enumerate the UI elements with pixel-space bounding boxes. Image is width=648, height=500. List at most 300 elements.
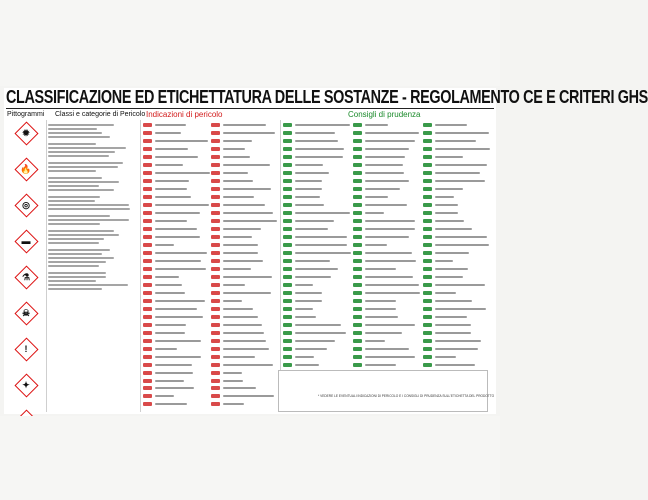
statement-code: [423, 203, 432, 207]
health-hazard-icon: [15, 374, 37, 396]
statement-text: [295, 236, 347, 238]
statement-code: [423, 291, 432, 295]
statement-row: [211, 250, 277, 256]
statement-row: [143, 282, 209, 288]
statement-code: [283, 283, 292, 287]
column-divider: [46, 120, 47, 412]
statement-text: [435, 228, 472, 230]
background-bottom: [0, 416, 500, 500]
small-print-line: [48, 132, 102, 134]
small-print-line: [48, 177, 102, 179]
statement-text: [365, 364, 396, 366]
statement-row: [143, 258, 209, 264]
statement-text: [223, 292, 271, 294]
statement-code: [353, 275, 362, 279]
statement-row: [143, 401, 209, 407]
gas-cylinder-icon: [15, 230, 37, 252]
statement-code: [211, 187, 220, 191]
statement-code: [283, 323, 292, 327]
statement-text: [295, 164, 323, 166]
statement-text: [365, 292, 420, 294]
statement-row: [211, 346, 277, 352]
statement-code: [211, 315, 220, 319]
statement-text: [223, 188, 271, 190]
statement-code: [211, 267, 220, 271]
statement-code: [423, 211, 432, 215]
statement-code: [353, 299, 362, 303]
statement-row: [283, 298, 351, 304]
statement-row: [423, 178, 493, 184]
statement-row: [283, 202, 351, 208]
statement-row: [353, 330, 421, 336]
statement-text: [223, 284, 245, 286]
small-print-line: [48, 200, 95, 202]
small-print-line: [48, 151, 115, 153]
statement-code: [211, 251, 220, 255]
statement-code: [211, 211, 220, 215]
statement-code: [423, 323, 432, 327]
statement-text: [295, 156, 343, 158]
statement-row: [353, 154, 421, 160]
statement-code: [283, 203, 292, 207]
statement-text: [435, 140, 476, 142]
statement-code: [283, 291, 292, 295]
statement-row: [283, 338, 351, 344]
statement-code: [283, 211, 292, 215]
small-print-line: [48, 238, 104, 240]
statement-text: [223, 196, 254, 198]
statement-row: [283, 170, 351, 176]
precaution-col-3: [423, 122, 493, 370]
statement-text: [223, 387, 256, 389]
statement-text: [155, 164, 183, 166]
statement-text: [295, 324, 341, 326]
statement-code: [353, 243, 362, 247]
statement-code: [143, 187, 152, 191]
statement-row: [143, 338, 209, 344]
statement-row: [143, 210, 209, 216]
flame-over-circle-icon: [15, 194, 37, 216]
statement-row: [423, 162, 493, 168]
statement-row: [211, 378, 277, 384]
statement-code: [283, 219, 292, 223]
statement-row: [143, 186, 209, 192]
statement-row: [283, 162, 351, 168]
statement-text: [365, 300, 396, 302]
statement-text: [435, 308, 486, 310]
statement-code: [353, 323, 362, 327]
statement-text: [155, 364, 192, 366]
statement-code: [423, 347, 432, 351]
statement-text: [365, 308, 396, 310]
statement-text: [155, 132, 181, 134]
statement-row: [423, 138, 493, 144]
statement-text: [223, 164, 270, 166]
statement-text: [295, 260, 330, 262]
statement-text: [365, 140, 415, 142]
statement-row: [423, 202, 493, 208]
statement-code: [143, 155, 152, 159]
statement-code: [423, 339, 432, 343]
statement-text: [155, 356, 201, 358]
statement-row: [283, 154, 351, 160]
statement-row: [423, 314, 493, 320]
statement-text: [223, 212, 273, 214]
statement-row: [211, 354, 277, 360]
small-print-line: [48, 185, 99, 187]
statement-text: [155, 236, 200, 238]
statement-row: [353, 258, 421, 264]
statement-code: [353, 123, 362, 127]
statement-text: [223, 236, 252, 238]
statement-text: [223, 356, 255, 358]
statement-code: [143, 219, 152, 223]
statement-code: [353, 291, 362, 295]
statement-code: [283, 331, 292, 335]
hazard-class-group: [48, 230, 134, 244]
statement-text: [365, 356, 415, 358]
statement-text: [155, 188, 187, 190]
statement-row: [143, 138, 209, 144]
statement-row: [423, 338, 493, 344]
small-print-line: [48, 189, 114, 191]
statement-text: [223, 300, 242, 302]
flame-over-circle-icon-symbol: ◎: [22, 200, 30, 210]
statement-row: [283, 266, 351, 272]
statement-code: [423, 171, 432, 175]
header-indicazioni: Indicazioni di pericolo: [146, 110, 223, 119]
statement-row: [211, 130, 277, 136]
statement-code: [353, 147, 362, 151]
statement-text: [295, 276, 331, 278]
statement-row: [143, 202, 209, 208]
statement-code: [211, 363, 220, 367]
statement-text: [365, 268, 396, 270]
hazard-class-group: [48, 215, 134, 225]
statement-text: [155, 340, 201, 342]
statement-row: [283, 146, 351, 152]
statement-text: [295, 316, 316, 318]
statement-code: [283, 179, 292, 183]
statement-row: [353, 138, 421, 144]
small-print-line: [48, 147, 126, 149]
statement-text: [365, 212, 384, 214]
statement-code: [353, 259, 362, 263]
statement-row: [283, 122, 351, 128]
statement-code: [211, 323, 220, 327]
statement-text: [223, 332, 264, 334]
statement-row: [353, 122, 421, 128]
statement-text: [295, 140, 338, 142]
statement-text: [295, 284, 313, 286]
statement-code: [283, 171, 292, 175]
statement-row: [211, 202, 277, 208]
statement-code: [143, 386, 152, 390]
statement-row: [423, 274, 493, 280]
statement-code: [423, 275, 432, 279]
statement-code: [353, 347, 362, 351]
statement-code: [353, 139, 362, 143]
statement-code: [353, 331, 362, 335]
flame-icon-symbol: 🔥: [20, 164, 32, 174]
statement-text: [365, 124, 388, 126]
hazard-class-group: [48, 162, 134, 172]
statement-text: [295, 292, 322, 294]
hazard-statements-col-1: [143, 122, 209, 409]
small-print-line: [48, 276, 106, 278]
statement-row: [283, 242, 351, 248]
statement-row: [143, 194, 209, 200]
statement-code: [283, 155, 292, 159]
small-print-line: [48, 219, 129, 221]
statement-code: [283, 307, 292, 311]
statement-row: [353, 354, 421, 360]
statement-text: [295, 220, 334, 222]
statement-row: [143, 314, 209, 320]
statement-code: [211, 227, 220, 231]
statement-text: [295, 252, 351, 254]
statement-row: [143, 266, 209, 272]
statement-text: [435, 324, 471, 326]
statement-row: [423, 186, 493, 192]
statement-text: [155, 268, 206, 270]
statement-code: [353, 187, 362, 191]
hazard-class-group: [48, 196, 134, 210]
statement-text: [365, 348, 409, 350]
statement-text: [435, 268, 468, 270]
skull-crossbones-icon-symbol: ☠: [21, 308, 31, 318]
statement-code: [353, 163, 362, 167]
statement-code: [211, 299, 220, 303]
statement-text: [365, 204, 407, 206]
statement-row: [143, 242, 209, 248]
statement-code: [353, 131, 362, 135]
statement-code: [283, 131, 292, 135]
small-print-line: [48, 143, 96, 145]
corrosion-icon: [15, 266, 37, 288]
small-print-line: [48, 162, 123, 164]
statement-row: [143, 170, 209, 176]
statement-code: [143, 227, 152, 231]
statement-text: [223, 172, 248, 174]
statement-code: [423, 243, 432, 247]
statement-code: [143, 363, 152, 367]
statement-code: [211, 243, 220, 247]
statement-text: [435, 204, 458, 206]
statement-row: [143, 146, 209, 152]
statement-text: [365, 260, 416, 262]
statement-code: [143, 379, 152, 383]
statement-code: [143, 243, 152, 247]
statement-text: [365, 324, 415, 326]
statement-row: [353, 338, 421, 344]
statement-code: [211, 394, 220, 398]
statement-text: [365, 164, 403, 166]
statement-code: [423, 155, 432, 159]
statement-code: [211, 139, 220, 143]
statement-code: [423, 355, 432, 359]
statement-row: [283, 250, 351, 256]
statement-row: [143, 306, 209, 312]
statement-row: [211, 194, 277, 200]
statement-code: [143, 331, 152, 335]
statement-row: [211, 330, 277, 336]
statement-code: [283, 147, 292, 151]
statement-row: [423, 282, 493, 288]
statement-code: [211, 291, 220, 295]
statement-row: [211, 138, 277, 144]
statement-row: [283, 306, 351, 312]
statement-row: [353, 162, 421, 168]
statement-code: [143, 235, 152, 239]
header-consigli: Consigli di prudenza: [348, 110, 421, 119]
hazard-class-group: [48, 143, 134, 157]
title-rule: [6, 108, 494, 109]
statement-row: [143, 370, 209, 376]
statement-code: [211, 402, 220, 406]
statement-row: [423, 330, 493, 336]
statement-code: [423, 123, 432, 127]
small-print-line: [48, 136, 110, 138]
small-print-line: [48, 223, 100, 225]
statement-code: [353, 235, 362, 239]
small-print-line: [48, 272, 106, 274]
small-print-line: [48, 196, 100, 198]
statement-row: [143, 226, 209, 232]
statement-row: [423, 210, 493, 216]
statement-row: [211, 210, 277, 216]
statement-text: [435, 148, 490, 150]
statement-text: [155, 403, 187, 405]
statement-row: [423, 130, 493, 136]
statement-text: [435, 124, 467, 126]
statement-code: [423, 299, 432, 303]
statement-code: [143, 355, 152, 359]
statement-row: [143, 130, 209, 136]
statement-row: [283, 210, 351, 216]
statement-text: [155, 276, 179, 278]
poster-title: CLASSIFICAZIONE ED ETICHETTATURA DELLE SOSTANZE - REGOLAMENTO CE E CRITERI GHS: [6, 88, 648, 108]
hazard-statements-col-2: [211, 122, 277, 409]
statement-text: [223, 395, 274, 397]
statement-row: [211, 178, 277, 184]
statement-row: [211, 234, 277, 240]
statement-text: [223, 180, 253, 182]
statement-row: [211, 218, 277, 224]
statement-row: [283, 218, 351, 224]
gas-cylinder-icon-symbol: ▬: [21, 236, 31, 246]
statement-text: [223, 252, 258, 254]
statement-code: [143, 307, 152, 311]
statement-row: [143, 322, 209, 328]
statement-text: [435, 348, 478, 350]
statement-code: [143, 283, 152, 287]
statement-code: [423, 315, 432, 319]
statement-code: [143, 259, 152, 263]
statement-row: [353, 178, 421, 184]
statement-row: [353, 290, 421, 296]
statement-text: [435, 188, 463, 190]
statement-row: [423, 218, 493, 224]
statement-code: [211, 347, 220, 351]
statement-code: [283, 339, 292, 343]
statement-code: [211, 283, 220, 287]
statement-code: [211, 147, 220, 151]
statement-row: [353, 298, 421, 304]
column-divider: [140, 120, 141, 412]
statement-row: [283, 330, 351, 336]
statement-text: [435, 172, 480, 174]
statement-row: [143, 234, 209, 240]
statement-text: [295, 180, 322, 182]
statement-code: [143, 203, 152, 207]
statement-text: [365, 132, 419, 134]
statement-row: [283, 258, 351, 264]
statement-code: [353, 307, 362, 311]
statement-row: [143, 393, 209, 399]
statement-text: [365, 284, 419, 286]
footnote: * VEDERE LE EVENTUALI INDICAZIONI DI PERICOLO E I CONSIGLI DI PRUDENZA SULL'ETICHETTA DEL PRODOTTO: [318, 394, 495, 398]
statement-text: [365, 316, 398, 318]
statement-text: [435, 284, 485, 286]
header-pittogrammi: Pittogrammi: [7, 111, 45, 118]
statement-row: [143, 385, 209, 391]
statement-code: [423, 163, 432, 167]
statement-row: [143, 250, 209, 256]
statement-code: [283, 355, 292, 359]
statement-row: [353, 266, 421, 272]
small-print-line: [48, 249, 110, 251]
statement-row: [143, 330, 209, 336]
statement-text: [365, 228, 415, 230]
statement-text: [155, 244, 174, 246]
statement-text: [155, 308, 197, 310]
statement-code: [143, 251, 152, 255]
statement-text: [155, 172, 210, 174]
statement-text: [435, 180, 485, 182]
statement-text: [155, 252, 207, 254]
statement-code: [143, 131, 152, 135]
statement-text: [295, 348, 327, 350]
statement-text: [155, 196, 191, 198]
small-print-line: [48, 155, 109, 157]
statement-row: [211, 258, 277, 264]
statement-code: [143, 394, 152, 398]
statement-row: [283, 346, 351, 352]
statement-row: [143, 298, 209, 304]
statement-code: [211, 371, 220, 375]
statement-code: [283, 275, 292, 279]
statement-code: [143, 139, 152, 143]
statement-code: [353, 171, 362, 175]
statement-code: [143, 347, 152, 351]
statement-row: [211, 393, 277, 399]
statement-code: [211, 123, 220, 127]
statement-text: [223, 348, 269, 350]
statement-code: [283, 251, 292, 255]
statement-row: [143, 346, 209, 352]
statement-row: [211, 385, 277, 391]
hazard-class-group: [48, 177, 134, 191]
statement-code: [283, 163, 292, 167]
statement-row: [353, 170, 421, 176]
statement-code: [283, 243, 292, 247]
statement-row: [283, 138, 351, 144]
statement-text: [435, 236, 487, 238]
statement-text: [295, 340, 335, 342]
statement-text: [435, 340, 481, 342]
statement-row: [211, 226, 277, 232]
